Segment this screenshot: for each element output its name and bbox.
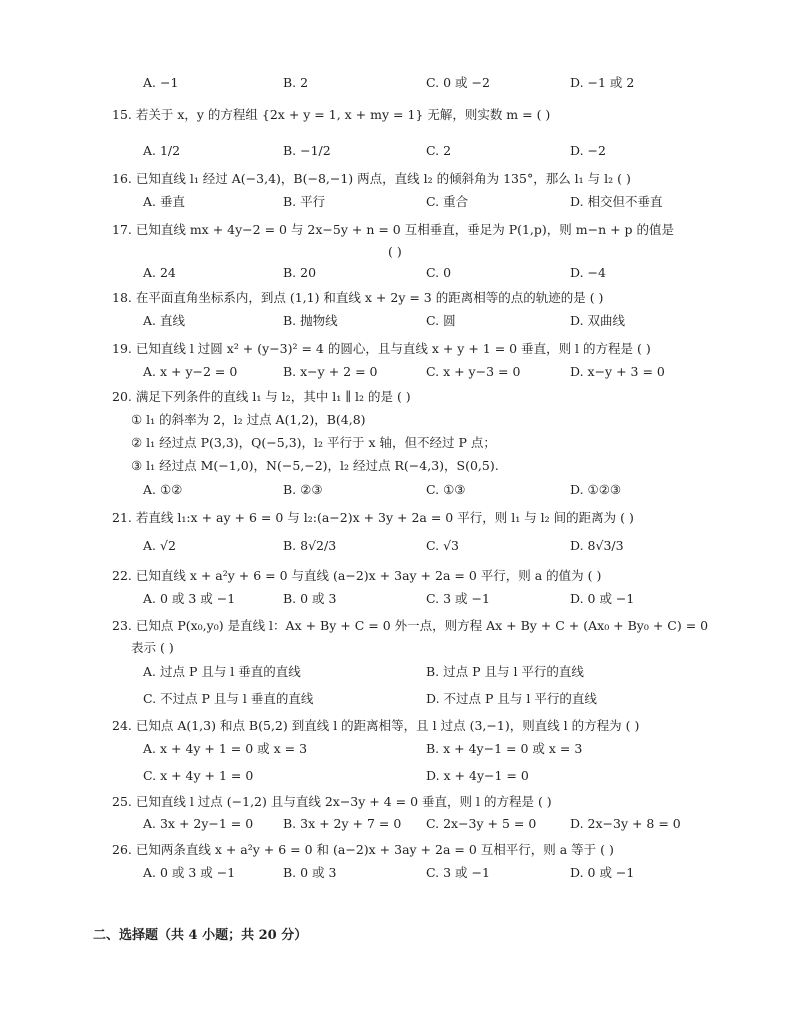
q23-option-b: B. 过点 P 且与 l 平行的直线: [426, 664, 584, 679]
q15-option-a: A. 1/2: [143, 143, 181, 158]
q15-option-c: C. 2: [426, 143, 452, 158]
question-26-stem: 26. 已知两条直线 x + a²y + 6 = 0 和 (a−2)x + 3ay + 2a = 0 互相平行，则 a 等于 ( ): [112, 842, 614, 857]
q25-option-a: A. 3x + 2y−1 = 0: [143, 816, 254, 831]
q25-option-d: D. 2x−3y + 8 = 0: [570, 816, 681, 831]
q22-option-a: A. 0 或 3 或 −1: [143, 591, 236, 606]
q18-option-a: A. 直线: [143, 313, 185, 328]
q20-option-c: C. ①③: [426, 482, 466, 497]
q15-option-b: B. −1/2: [283, 143, 331, 158]
q23-option-c: C. 不过点 P 且与 l 垂直的直线: [143, 691, 314, 706]
option-b: B. 2: [283, 75, 309, 90]
q22-option-b: B. 0 或 3: [283, 591, 337, 606]
section-title: 二、选择题（共 4 小题；共 20 分）: [93, 928, 308, 943]
q24-option-c: C. x + 4y + 1 = 0: [143, 768, 254, 783]
q23-option-d: D. 不过点 P 且与 l 平行的直线: [426, 691, 597, 706]
q20-condition-3: ③ l₁ 经过点 M(−1,0)，N(−5,−2)，l₂ 经过点 R(−4,3)，S(0,5).: [131, 458, 499, 473]
question-22-stem: 22. 已知直线 x + a²y + 6 = 0 与直线 (a−2)x + 3ay + 2a = 0 平行，则 a 的值为 ( ): [112, 568, 602, 583]
option-d: D. −1 或 2: [570, 75, 635, 90]
q24-option-a: A. x + 4y + 1 = 0 或 x = 3: [143, 741, 308, 756]
q26-option-b: B. 0 或 3: [283, 865, 337, 880]
q16-option-a: A. 垂直: [143, 194, 185, 209]
q23-option-a: A. 过点 P 且与 l 垂直的直线: [143, 664, 301, 679]
q21-option-a: A. √2: [143, 538, 176, 553]
q17-option-d: D. −4: [570, 265, 606, 280]
q26-option-d: D. 0 或 −1: [570, 865, 635, 880]
q18-option-d: D. 双曲线: [570, 313, 626, 328]
q20-condition-1: ① l₁ 的斜率为 2，l₂ 过点 A(1,2)，B(4,8): [131, 412, 366, 427]
q19-option-b: B. x−y + 2 = 0: [283, 364, 378, 379]
q21-option-b: B. 8√2/3: [283, 538, 337, 553]
q15-option-d: D. −2: [570, 143, 606, 158]
question-17-answer-blank: ( ): [388, 244, 402, 259]
q16-option-d: D. 相交但不垂直: [570, 194, 663, 209]
q25-option-c: C. 2x−3y + 5 = 0: [426, 816, 537, 831]
q21-option-d: D. 8√3/3: [570, 538, 624, 553]
q26-option-a: A. 0 或 3 或 −1: [143, 865, 236, 880]
q17-option-a: A. 24: [143, 265, 176, 280]
q22-option-d: D. 0 或 −1: [570, 591, 635, 606]
q20-condition-2: ② l₁ 经过点 P(3,3)，Q(−5,3)，l₂ 平行于 x 轴，但不经过 P 点；: [131, 435, 496, 450]
q19-option-a: A. x + y−2 = 0: [143, 364, 238, 379]
q22-option-c: C. 3 或 −1: [426, 591, 490, 606]
question-15-stem: 15. 若关于 x，y 的方程组 {2x + y = 1, x + my = 1} 无解，则实数 m = ( ): [112, 107, 551, 122]
q20-option-a: A. ①②: [143, 482, 183, 497]
q19-option-d: D. x−y + 3 = 0: [570, 364, 665, 379]
question-18-stem: 18. 在平面直角坐标系内，到点 (1,1) 和直线 x + 2y = 3 的距离相等的点的轨迹的是 ( ): [112, 290, 604, 305]
question-19-stem: 19. 已知直线 l 过圆 x² + (y−3)² = 4 的圆心，且与直线 x + y + 1 = 0 垂直，则 l 的方程是 ( ): [112, 341, 651, 356]
q20-option-b: B. ②③: [283, 482, 323, 497]
question-20-stem: 20. 满足下列条件的直线 l₁ 与 l₂，其中 l₁ ∥ l₂ 的是 ( ): [112, 389, 411, 404]
q21-option-c: C. √3: [426, 538, 459, 553]
question-25-stem: 25. 已知直线 l 过点 (−1,2) 且与直线 2x−3y + 4 = 0 垂直，则 l 的方程是 ( ): [112, 794, 552, 809]
question-21-stem: 21. 若直线 l₁:x + ay + 6 = 0 与 l₂:(a−2)x + 3y + 2a = 0 平行，则 l₁ 与 l₂ 间的距离为 ( ): [112, 510, 634, 525]
q20-option-d: D. ①②③: [570, 482, 622, 497]
q24-option-d: D. x + 4y−1 = 0: [426, 768, 529, 783]
question-17-stem: 17. 已知直线 mx + 4y−2 = 0 与 2x−5y + n = 0 互相垂直，垂足为 P(1,p)，则 m−n + p 的值是: [112, 222, 675, 237]
q18-option-c: C. 圆: [426, 313, 456, 328]
question-16-stem: 16. 已知直线 l₁ 经过 A(−3,4)，B(−8,−1) 两点，直线 l₂ 的倾斜角为 135°，那么 l₁ 与 l₂ ( ): [112, 171, 631, 186]
q19-option-c: C. x + y−3 = 0: [426, 364, 521, 379]
q17-option-b: B. 20: [283, 265, 317, 280]
q18-option-b: B. 抛物线: [283, 313, 338, 328]
question-23-stem-cont: 表示 ( ): [131, 640, 174, 655]
q25-option-b: B. 3x + 2y + 7 = 0: [283, 816, 402, 831]
question-23-stem: 23. 已知点 P(x₀,y₀) 是直线 l：Ax + By + C = 0 外一点，则方程 Ax + By + C + (Ax₀ + By₀ + C) = 0: [112, 618, 709, 633]
option-c: C. 0 或 −2: [426, 75, 490, 90]
q16-option-c: C. 重合: [426, 194, 469, 209]
q17-option-c: C. 0: [426, 265, 452, 280]
q26-option-c: C. 3 或 −1: [426, 865, 490, 880]
option-a: A. −1: [143, 75, 179, 90]
q24-option-b: B. x + 4y−1 = 0 或 x = 3: [426, 741, 583, 756]
question-24-stem: 24. 已知点 A(1,3) 和点 B(5,2) 到直线 l 的距离相等，且 l 过点 (3,−1)，则直线 l 的方程为 ( ): [112, 718, 640, 733]
q16-option-b: B. 平行: [283, 194, 326, 209]
